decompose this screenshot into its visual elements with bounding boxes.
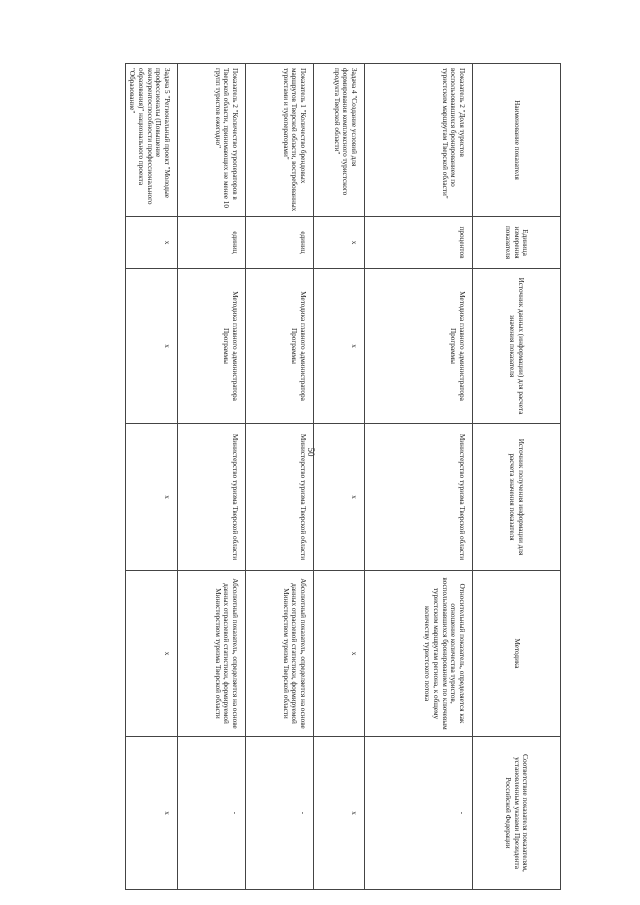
table-row	[246, 64, 314, 890]
row-data-source: Методика главного администратора Программы	[178, 269, 246, 424]
indicator-table	[125, 63, 561, 890]
row-data-source: х	[314, 269, 365, 424]
row-indicator-name: Показатель 1 "Количество брендовых маршрутов Тверской области, востребованных туристами и туроператорами"	[246, 64, 314, 217]
row-method: Относительный показатель, определяется как отношение количества туристов, воспользовавшихся бронированием по ключевым туристским маршрутам региона, к общему количеству туристского потока	[365, 571, 473, 737]
page-number: 50	[306, 447, 316, 457]
row-info-source: Министерство туризма Тверской области	[178, 424, 246, 571]
row-data-source: Методика главного администратора Программы	[246, 269, 314, 424]
table-row	[314, 64, 365, 890]
row-indicator-name: Задача 5 "Региональный проект "Молодые профессионалы (Повышение конкурентоспособности профессионального образования)" национального проекта "Образование"	[125, 64, 177, 217]
row-info-source: х	[125, 424, 177, 571]
row-indicator-name: Показатель 2 "Количество туроператоров в Тверской области, принимающих не менее 10 групп туристов ежегодно"	[178, 64, 246, 217]
indicator-table-wrapper	[128, 63, 561, 889]
row-method: Абсолютный показатель, определяется на основе данных отраслевой статистики, формируемой Министерством туризма Тверской области	[246, 571, 314, 737]
header-method: Методика	[473, 571, 561, 737]
row-method: х	[125, 571, 177, 737]
row-unit: единиц	[178, 217, 246, 269]
row-unit: процентов	[365, 217, 473, 269]
row-info-source: х	[314, 424, 365, 571]
row-data-source: Методика главного администратора Программы	[365, 269, 473, 424]
row-data-source: х	[125, 269, 177, 424]
row-compliance: -	[246, 737, 314, 890]
row-unit: х	[314, 217, 365, 269]
header-compliance: Соответствие показателя показателям, установленным указами Президента Российской Федерации	[473, 737, 561, 890]
row-compliance: -	[178, 737, 246, 890]
table-row	[125, 64, 177, 890]
table-header-row	[473, 64, 561, 890]
header-indicator-name: Наименование показателя	[473, 64, 561, 217]
header-unit: Единица измерения показателя	[473, 217, 561, 269]
header-info-source: Источник получения информации для расчета значения показателя	[473, 424, 561, 571]
row-method: х	[314, 571, 365, 737]
header-data-source: Источник данных (информации) для расчета значения показателя	[473, 269, 561, 424]
row-info-source: Министерство туризма Тверской области	[365, 424, 473, 571]
row-indicator-name: Показатель 2 "Доля туристов воспользовавшихся бронированием по туристским маршрутам Тверской области"	[365, 64, 473, 217]
row-unit: х	[125, 217, 177, 269]
row-info-source: Министерство туризма Тверской области	[246, 424, 314, 571]
table-row	[178, 64, 246, 890]
table-row	[365, 64, 473, 890]
row-compliance: -	[365, 737, 473, 890]
row-indicator-name: Задача 4 "Создание условий для формирования комплексного туристского продукта Тверской области"	[314, 64, 365, 217]
row-unit: единиц	[246, 217, 314, 269]
row-compliance: х	[125, 737, 177, 890]
row-method: Абсолютный показатель, определяется на основе данных отраслевой статистики, формируемой Министерством туризма Тверской области	[178, 571, 246, 737]
row-compliance: х	[314, 737, 365, 890]
